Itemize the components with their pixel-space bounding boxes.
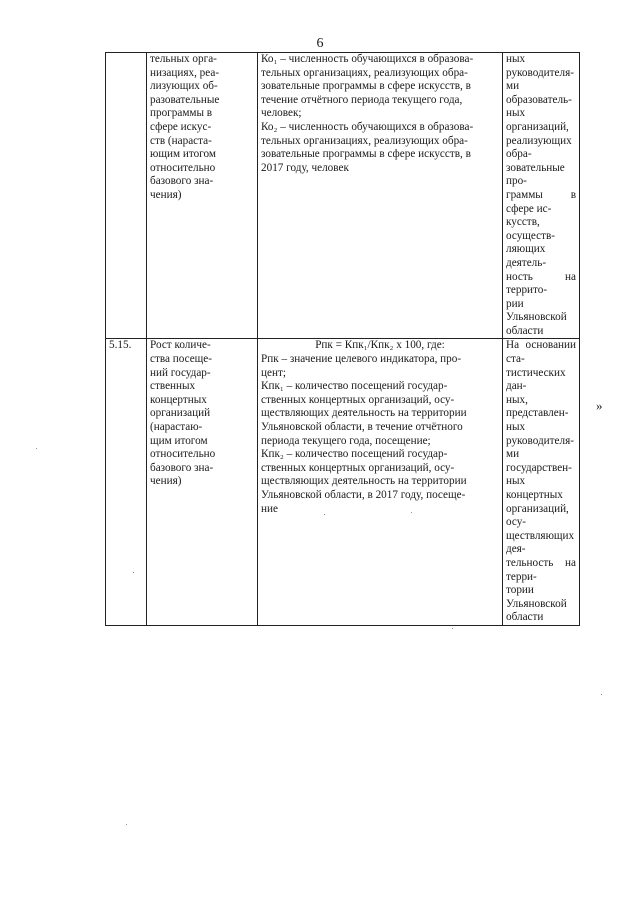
- text-line: области: [506, 611, 544, 624]
- text-line: тельных орга-: [150, 53, 217, 65]
- text-line: периода текущего года, посещение;: [261, 434, 431, 447]
- text-line: зовательные программы в сфере искусств, в: [261, 148, 471, 161]
- text-line: ность на террито-: [506, 270, 576, 297]
- indicator-name-cell: [147, 53, 258, 339]
- text-line: чения): [150, 475, 182, 488]
- text-line: тории Ульяновской: [506, 584, 567, 610]
- scan-speck: [324, 514, 325, 515]
- text-line: ств (нараста-: [150, 134, 212, 147]
- text-line: тельных организациях, реализующих обра-: [261, 134, 468, 147]
- text-line: ми государствен-: [506, 448, 572, 474]
- scan-speck: [411, 512, 412, 513]
- text-line: граммы в сфере ис-: [506, 188, 576, 215]
- text-line: реализующих обра-: [506, 134, 572, 161]
- scan-speck: [133, 572, 134, 573]
- text-line: ственных концертных организаций, осу-: [261, 461, 455, 474]
- text-line: кусств, осуществ-: [506, 216, 556, 242]
- text-line: ющим итогом: [150, 148, 216, 161]
- text-line: лизующих об-: [150, 80, 218, 93]
- indicator-table: [105, 52, 580, 626]
- text-line: организаций, осу-: [506, 502, 569, 529]
- row-number-cell: 5.15.: [106, 339, 147, 625]
- text-line: ми образователь-: [506, 80, 572, 106]
- text-line: тистических дан-: [506, 366, 566, 393]
- indicator-name-cell: [147, 339, 258, 625]
- scan-speck: [601, 694, 602, 695]
- scan-speck: [452, 628, 453, 629]
- text-line: ных руководителя-: [506, 421, 574, 447]
- text-line: течение отчётного периода текущего года,: [261, 93, 463, 106]
- text-line: цент;: [261, 366, 286, 379]
- data-source-cell: [503, 339, 580, 625]
- text-line: Кпк₂ – количество посещений государ-: [261, 448, 448, 461]
- closing-quote: »: [596, 398, 603, 413]
- text-line: чения): [150, 188, 182, 201]
- text-line: концертных: [150, 393, 207, 406]
- scan-speck: [126, 824, 127, 825]
- text-line: относительно: [150, 448, 216, 461]
- text-line: ных, представлен-: [506, 393, 569, 420]
- text-line: (нарастаю-: [150, 421, 203, 434]
- text-line: программы в: [150, 107, 213, 120]
- text-line: Ульяновской области, в течение отчётного: [261, 421, 463, 434]
- text-line: Рост количе-: [150, 339, 211, 352]
- text-line: ние: [261, 502, 278, 515]
- text-line: человек;: [261, 107, 302, 120]
- text-line: Ульяновской области, в 2017 году, посеще-: [261, 489, 466, 501]
- text-line: базового зна-: [150, 461, 214, 474]
- text-line: ных руководителя-: [506, 53, 574, 79]
- text-line: щим итогом: [150, 434, 208, 447]
- text-line: тельность на терри-: [506, 556, 576, 583]
- text-line: зовательные про-: [506, 161, 565, 188]
- scan-speck: [36, 448, 37, 449]
- text-line: ществляющих деятельность на территории: [261, 475, 467, 488]
- text-line: ственных концертных организаций, осу-: [261, 393, 455, 406]
- text-line: Рпк – значение целевого индикатора, про-: [261, 353, 462, 366]
- data-source-cell: [503, 53, 580, 339]
- text-line: Кпк₁ – количество посещений государ-: [261, 380, 448, 393]
- formula-title: Рпк = Кпк₁/Кпк₂ х 100, где:: [315, 339, 445, 352]
- text-line: области: [506, 324, 544, 337]
- text-line: ных организаций,: [506, 107, 569, 133]
- text-line: ственных: [150, 380, 196, 393]
- text-line: 2017 году, человек: [261, 161, 349, 174]
- text-line: ществляющих дея-: [506, 529, 575, 556]
- text-line: ства посеще-: [150, 353, 212, 366]
- text-line: организаций: [150, 407, 211, 420]
- text-line: тельных организациях, реализующих обра-: [261, 66, 468, 79]
- text-line: зовательные программы в сфере искусств, в: [261, 80, 471, 93]
- table-row: [106, 53, 580, 339]
- text-line: ний государ-: [150, 366, 211, 379]
- text-line: базового зна-: [150, 175, 214, 188]
- text-line: ществляющих деятельность на территории: [261, 407, 467, 420]
- text-line: низациях, реа-: [150, 66, 220, 79]
- text-line: рии Ульяновской: [506, 297, 567, 324]
- formula-cell: [258, 339, 503, 625]
- text-line: На основании ста-: [506, 339, 576, 366]
- text-line: Ко₁ – численность обучающихся в образова-: [261, 53, 474, 65]
- table-row: [106, 339, 580, 625]
- page-number: 6: [316, 36, 324, 51]
- row-number-cell: [106, 53, 147, 339]
- text-line: Ко₂ – численность обучающихся в образова-: [261, 120, 474, 133]
- text-line: сфере искус-: [150, 120, 212, 133]
- text-line: ных концертных: [506, 475, 563, 501]
- text-line: относительно: [150, 161, 216, 174]
- formula-cell: [258, 53, 503, 339]
- text-line: разовательные: [150, 93, 220, 106]
- text-line: ляющих деятель-: [506, 243, 547, 269]
